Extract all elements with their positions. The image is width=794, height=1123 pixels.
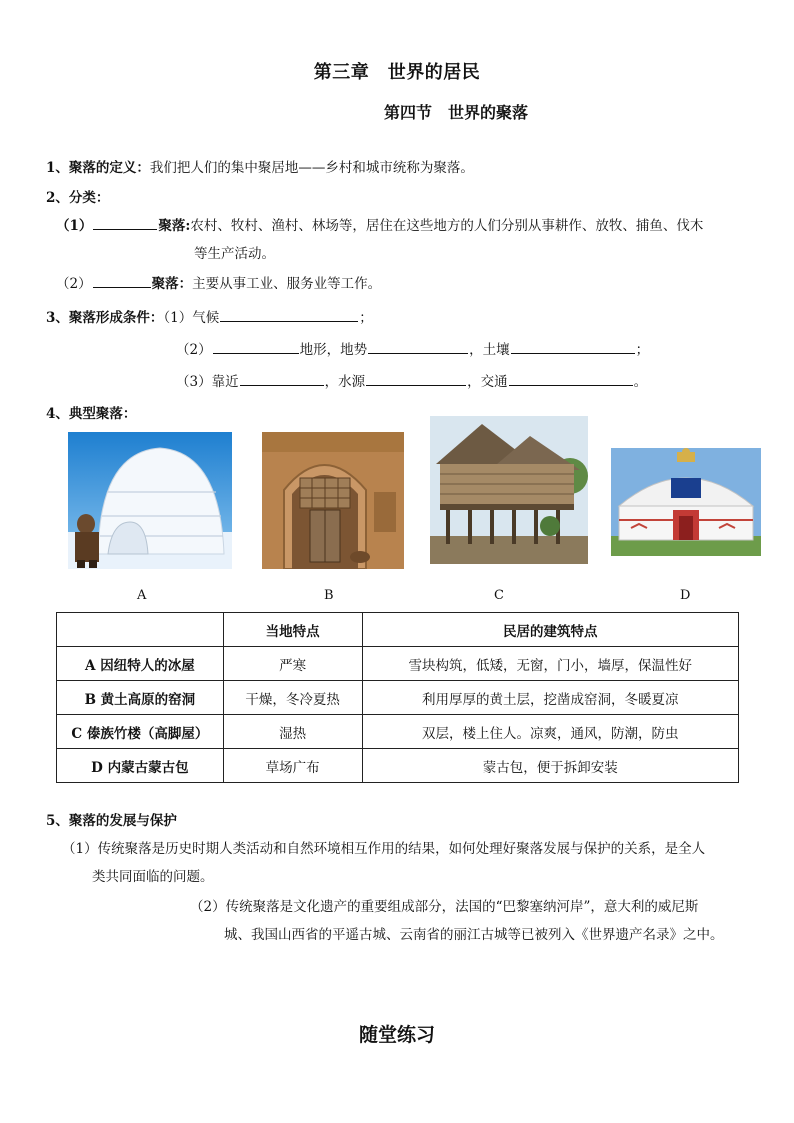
table-header-cell bbox=[57, 613, 224, 647]
q3-line3 bbox=[176, 370, 647, 390]
table-cell: 干燥，冬冷夏热 bbox=[223, 681, 362, 715]
table-cell: A 因纽特人的冰屋 bbox=[57, 647, 224, 681]
table-cell: 蒙古包，便于拆卸安装 bbox=[362, 749, 738, 783]
q3-line3-prefix: （3）靠近 bbox=[176, 374, 239, 390]
table-cell: 草场广布 bbox=[223, 749, 362, 783]
image-label-a: A bbox=[137, 588, 147, 603]
table-cell: 雪块构筑，低矮，无窗，门小，墙厚，保温性好 bbox=[362, 647, 738, 681]
q3-line2-mid1: 地形，地势 bbox=[299, 342, 368, 358]
table-cell: 利用厚厚的黄土层，挖凿成窑洞，冬暖夏凉 bbox=[362, 681, 738, 715]
image-label-b: B bbox=[324, 588, 334, 603]
q1-text: 我们把人们的集中聚居地——乡村和城市统称为聚落。 bbox=[149, 160, 474, 176]
q2-item1-cont: 等生产活动。 bbox=[194, 246, 275, 262]
q4-label: 4、典型聚落： bbox=[46, 406, 137, 422]
q2-item1-prefix: （1） bbox=[56, 218, 93, 234]
q3-water-blank[interactable] bbox=[366, 372, 466, 386]
table-row bbox=[57, 715, 739, 749]
q3-line3-mid1: ，水源 bbox=[324, 374, 366, 390]
q3-line2 bbox=[176, 338, 649, 358]
q3-soil-blank[interactable] bbox=[511, 340, 635, 354]
q2-label: 2、分类： bbox=[46, 190, 110, 206]
q2-item1-word: 聚落: bbox=[158, 218, 191, 234]
q3-climate-blank[interactable] bbox=[220, 308, 358, 322]
q5-p2-line1: （2）传统聚落是文化遗产的重要组成部分，法国的“巴黎塞纳河岸”，意大利的威尼斯 bbox=[190, 899, 699, 915]
table-cell: 双层，楼上住人。凉爽，通风，防潮，防虫 bbox=[362, 715, 738, 749]
igloo-photo bbox=[68, 432, 232, 569]
q2-item1-text: 农村、牧村、渔村、林场等，居住在这些地方的人们分别从事耕作、放牧、捕鱼、伐木 bbox=[190, 218, 704, 234]
table-cell: C 傣族竹楼（高脚屋） bbox=[57, 715, 224, 749]
cave-dwelling-photo bbox=[262, 432, 404, 569]
q2-item2-prefix: （2） bbox=[56, 276, 92, 292]
q2-item2-text: 主要从事工业、服务业等工作。 bbox=[192, 276, 382, 292]
section-title: 第四节 世界的聚落 bbox=[384, 103, 529, 122]
image-label-d: D bbox=[680, 588, 691, 603]
q2-item2-blank[interactable] bbox=[93, 274, 151, 288]
q3-line1-prefix: （1）气候 bbox=[163, 310, 220, 326]
q1-label: 1、聚落的定义： bbox=[46, 160, 150, 176]
q3-traffic-blank[interactable] bbox=[509, 372, 633, 386]
settlement-features-table bbox=[56, 612, 739, 783]
q2-item2 bbox=[56, 272, 381, 292]
q5-p2-line2: 城、我国山西省的平遥古城、云南省的丽江古城等已被列入《世界遗产名录》之中。 bbox=[224, 927, 724, 943]
q3-line3-mid2: ，交通 bbox=[467, 374, 508, 390]
table-header-cell: 当地特点 bbox=[223, 613, 362, 647]
q3-line2-end: ； bbox=[635, 342, 650, 358]
table-cell: 严寒 bbox=[223, 647, 362, 681]
q2-item1 bbox=[56, 214, 703, 234]
table-header-cell: 民居的建筑特点 bbox=[362, 613, 738, 647]
q3-line2-mid2: ，土壤 bbox=[469, 342, 510, 358]
q5-p1-line1: （1）传统聚落是历史时期人类活动和自然环境相互作用的结果，如何处理好聚落发展与保护的关系，是全人 bbox=[62, 841, 706, 857]
q5-label: 5、聚落的发展与保护 bbox=[46, 813, 177, 829]
q3-slope-blank[interactable] bbox=[368, 340, 468, 354]
table-header-row bbox=[57, 613, 739, 647]
q3-near-blank[interactable] bbox=[240, 372, 324, 386]
table-cell: D 内蒙古蒙古包 bbox=[57, 749, 224, 783]
q2-item1-blank[interactable] bbox=[93, 216, 157, 230]
q3-line3-end: 。 bbox=[633, 374, 648, 390]
table-row bbox=[57, 749, 739, 783]
q5-p1-line2: 类共同面临的问题。 bbox=[92, 869, 214, 885]
q3-line1-end: ； bbox=[359, 310, 373, 326]
q3-label: 3、聚落形成条件： bbox=[46, 310, 164, 326]
q2-item2-word: 聚落： bbox=[151, 276, 193, 292]
practice-title: 随堂练习 bbox=[358, 1024, 435, 1046]
chapter-title: 第三章 世界的居民 bbox=[313, 62, 481, 83]
table-row bbox=[57, 681, 739, 715]
q3-line2-prefix: （2） bbox=[176, 342, 212, 358]
q3-line1 bbox=[46, 306, 373, 326]
yurt-photo bbox=[611, 448, 761, 556]
table-cell: 湿热 bbox=[223, 715, 362, 749]
table-row bbox=[57, 647, 739, 681]
image-label-c: C bbox=[494, 588, 504, 603]
table-cell: B 黄土高原的窑洞 bbox=[57, 681, 224, 715]
q1-line bbox=[46, 156, 474, 176]
q3-terrain-blank[interactable] bbox=[213, 340, 299, 354]
stilt-house-photo bbox=[430, 416, 588, 564]
